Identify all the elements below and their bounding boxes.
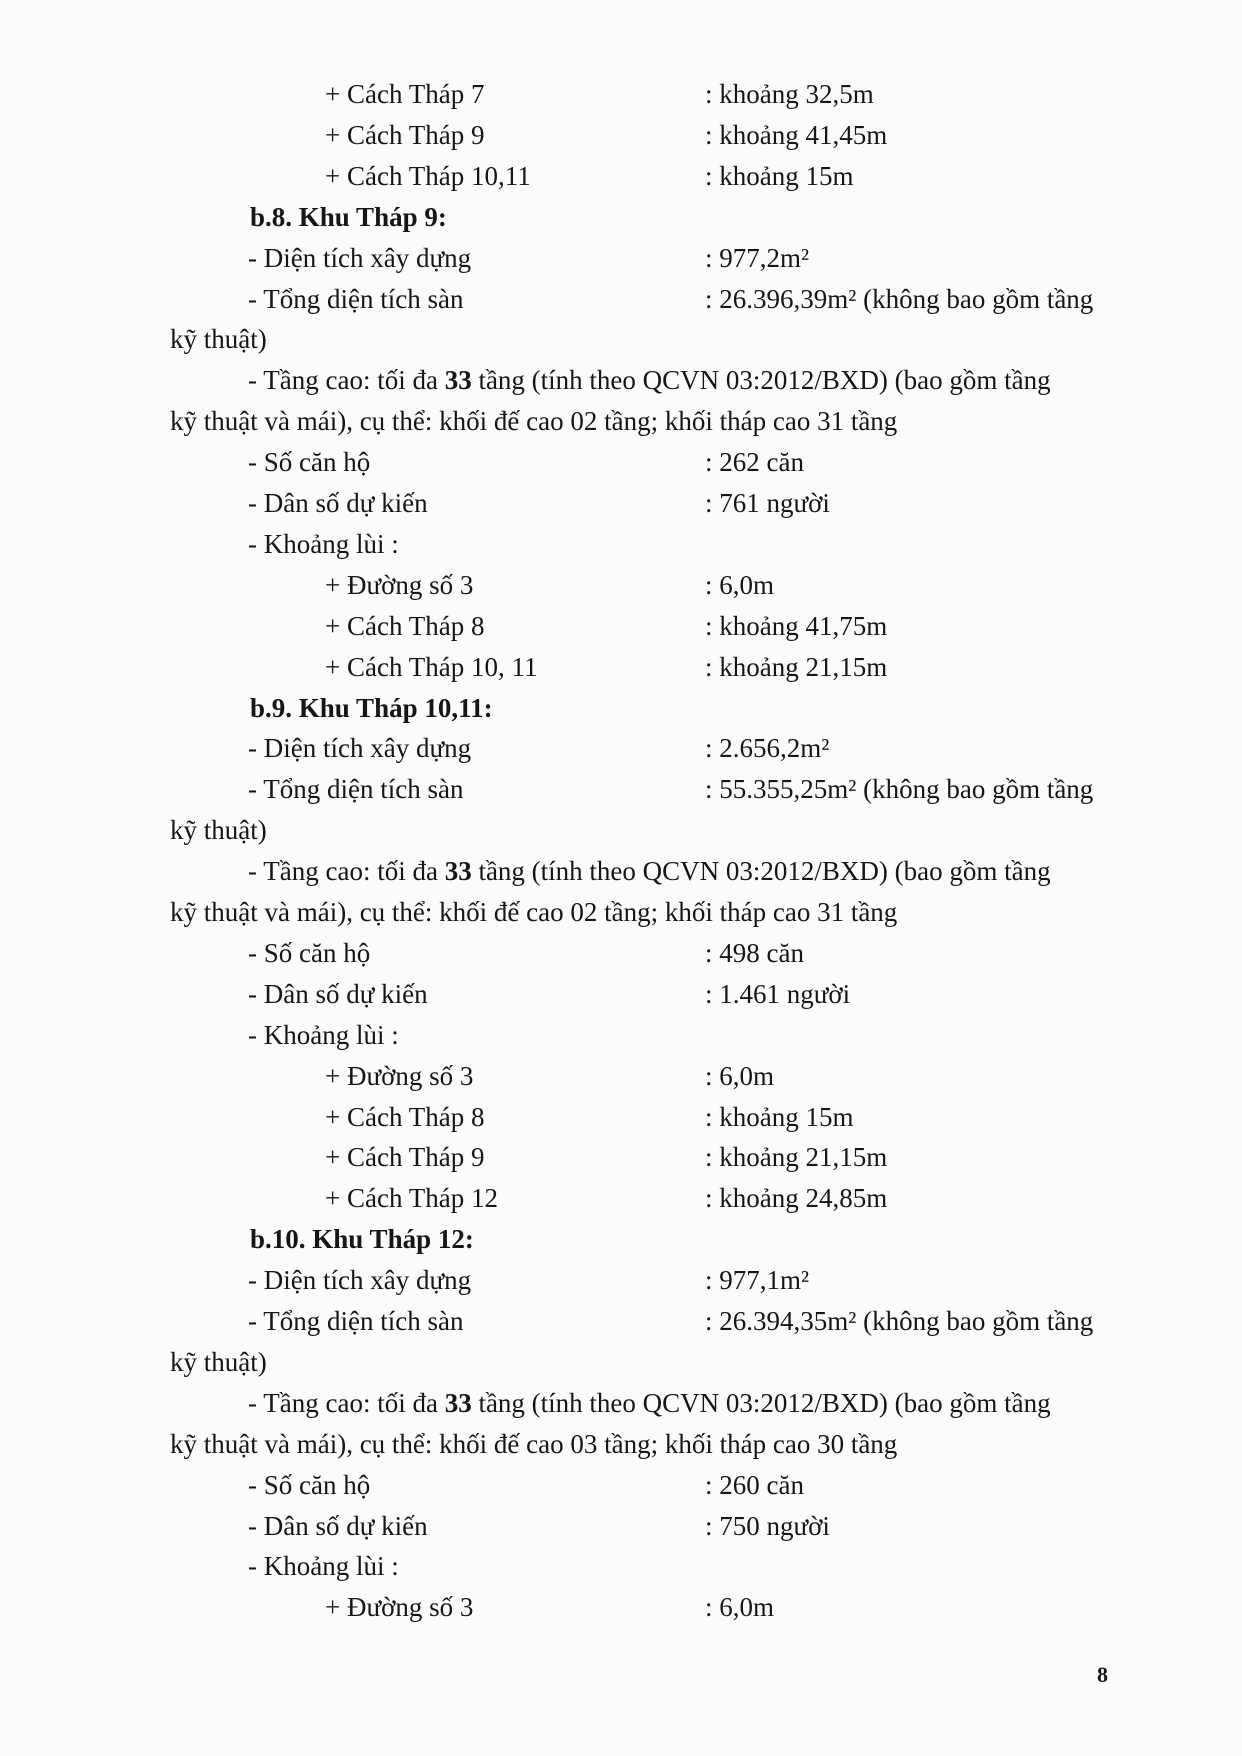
line-label: + Đường số 3 bbox=[325, 570, 474, 600]
line-label: - Tầng cao: tối đa 33 tầng (tính theo QCVN 03:2012/BXD) (bao gồm tầng bbox=[248, 365, 1051, 395]
line-label: kỹ thuật) bbox=[170, 324, 267, 354]
text-line bbox=[0, 115, 1242, 155]
text-line bbox=[0, 974, 1242, 1014]
line-label: - Dân số dự kiến bbox=[248, 979, 428, 1009]
text-line bbox=[0, 524, 1242, 564]
text-line bbox=[0, 1383, 1242, 1423]
section-heading: b.8. Khu Tháp 9: bbox=[250, 202, 447, 232]
line-label: + Đường số 3 bbox=[325, 1592, 474, 1622]
text-line bbox=[0, 1015, 1242, 1055]
line-value: : 750 người bbox=[705, 1511, 830, 1541]
line-label: - Khoảng lùi : bbox=[248, 1551, 399, 1581]
line-label: + Cách Tháp 9 bbox=[325, 120, 485, 150]
text-line bbox=[0, 1219, 1242, 1259]
text-line bbox=[0, 1178, 1242, 1218]
text-line bbox=[0, 1506, 1242, 1546]
line-label: - Tổng diện tích sàn bbox=[248, 774, 464, 804]
line-value: : 6,0m bbox=[705, 1061, 775, 1091]
text-line bbox=[0, 1097, 1242, 1137]
line-label: - Tầng cao: tối đa 33 tầng (tính theo QCVN 03:2012/BXD) (bao gồm tầng bbox=[248, 1388, 1051, 1418]
line-value: : 55.355,25m² (không bao gồm tầng bbox=[705, 774, 1094, 804]
text-line bbox=[0, 401, 1242, 441]
line-label: - Diện tích xây dựng bbox=[248, 733, 472, 763]
line-label: - Khoảng lùi : bbox=[248, 529, 399, 559]
line-value: : 977,2m² bbox=[705, 243, 810, 273]
line-value: : khoảng 15m bbox=[705, 1102, 854, 1132]
text-line bbox=[0, 319, 1242, 359]
line-value: : khoảng 32,5m bbox=[705, 79, 874, 109]
line-value: : khoảng 21,15m bbox=[705, 652, 888, 682]
line-value: : khoảng 41,45m bbox=[705, 120, 888, 150]
text-line bbox=[0, 565, 1242, 605]
text-line bbox=[0, 1137, 1242, 1177]
line-label: - Tổng diện tích sàn bbox=[248, 284, 464, 314]
line-label: - Dân số dự kiến bbox=[248, 488, 428, 518]
text-line bbox=[0, 647, 1242, 687]
line-label: - Số căn hộ bbox=[248, 938, 371, 968]
line-value: : 262 căn bbox=[705, 447, 804, 477]
line-label: + Cách Tháp 10, 11 bbox=[325, 652, 538, 682]
text-line bbox=[0, 238, 1242, 278]
line-value: : 2.656,2m² bbox=[705, 733, 830, 763]
line-value: : 1.461 người bbox=[705, 979, 851, 1009]
line-value: : 498 căn bbox=[705, 938, 804, 968]
line-value: : 260 căn bbox=[705, 1470, 804, 1500]
line-label: - Số căn hộ bbox=[248, 1470, 371, 1500]
line-label: kỹ thuật và mái), cụ thể: khối đế cao 03 tầng; khối tháp cao 30 tầng bbox=[170, 1429, 898, 1459]
text-line bbox=[0, 197, 1242, 237]
text-line bbox=[0, 1301, 1242, 1341]
text-line bbox=[0, 728, 1242, 768]
text-line bbox=[0, 606, 1242, 646]
text-line bbox=[0, 892, 1242, 932]
line-label: + Cách Tháp 8 bbox=[325, 611, 485, 641]
text-line bbox=[0, 688, 1242, 728]
line-value: : 6,0m bbox=[705, 570, 775, 600]
text-line bbox=[0, 1056, 1242, 1096]
line-label: + Cách Tháp 12 bbox=[325, 1183, 498, 1213]
section-heading: b.10. Khu Tháp 12: bbox=[250, 1224, 474, 1254]
line-value: : 26.394,35m² (không bao gồm tầng bbox=[705, 1306, 1094, 1336]
line-label: - Số căn hộ bbox=[248, 447, 371, 477]
text-line bbox=[0, 279, 1242, 319]
line-value: : khoảng 15m bbox=[705, 161, 854, 191]
line-label: - Diện tích xây dựng bbox=[248, 243, 472, 273]
line-value: : khoảng 41,75m bbox=[705, 611, 888, 641]
text-line bbox=[0, 442, 1242, 482]
line-label: - Tổng diện tích sàn bbox=[248, 1306, 464, 1336]
text-line bbox=[0, 769, 1242, 809]
text-line bbox=[0, 156, 1242, 196]
line-label: + Cách Tháp 7 bbox=[325, 79, 485, 109]
line-label: - Diện tích xây dựng bbox=[248, 1265, 472, 1295]
line-value: : 6,0m bbox=[705, 1592, 775, 1622]
line-label: - Tầng cao: tối đa 33 tầng (tính theo QCVN 03:2012/BXD) (bao gồm tầng bbox=[248, 856, 1051, 886]
line-label: + Đường số 3 bbox=[325, 1061, 474, 1091]
text-line bbox=[0, 1465, 1242, 1505]
line-value: : khoảng 21,15m bbox=[705, 1142, 888, 1172]
line-label: - Khoảng lùi : bbox=[248, 1020, 399, 1050]
line-label: kỹ thuật và mái), cụ thể: khối đế cao 02 tầng; khối tháp cao 31 tầng bbox=[170, 406, 898, 436]
line-value: : 977,1m² bbox=[705, 1265, 810, 1295]
line-label: kỹ thuật) bbox=[170, 1347, 267, 1377]
text-line bbox=[0, 360, 1242, 400]
line-label: + Cách Tháp 10,11 bbox=[325, 161, 531, 191]
line-label: - Dân số dự kiến bbox=[248, 1511, 428, 1541]
text-line bbox=[0, 483, 1242, 523]
line-value: : 761 người bbox=[705, 488, 830, 518]
text-line bbox=[0, 1587, 1242, 1627]
text-line bbox=[0, 1260, 1242, 1300]
line-label: kỹ thuật) bbox=[170, 815, 267, 845]
text-line bbox=[0, 74, 1242, 114]
line-value: : khoảng 24,85m bbox=[705, 1183, 888, 1213]
line-label: + Cách Tháp 9 bbox=[325, 1142, 485, 1172]
text-line bbox=[0, 933, 1242, 973]
line-label: kỹ thuật và mái), cụ thể: khối đế cao 02 tầng; khối tháp cao 31 tầng bbox=[170, 897, 898, 927]
text-line bbox=[0, 1546, 1242, 1586]
line-value: : 26.396,39m² (không bao gồm tầng bbox=[705, 284, 1094, 314]
text-line bbox=[0, 1342, 1242, 1382]
line-label: + Cách Tháp 8 bbox=[325, 1102, 485, 1132]
page-number: 8 bbox=[1097, 1662, 1108, 1687]
text-line bbox=[0, 1424, 1242, 1464]
text-line bbox=[0, 851, 1242, 891]
section-heading: b.9. Khu Tháp 10,11: bbox=[250, 693, 493, 723]
text-line bbox=[0, 810, 1242, 850]
